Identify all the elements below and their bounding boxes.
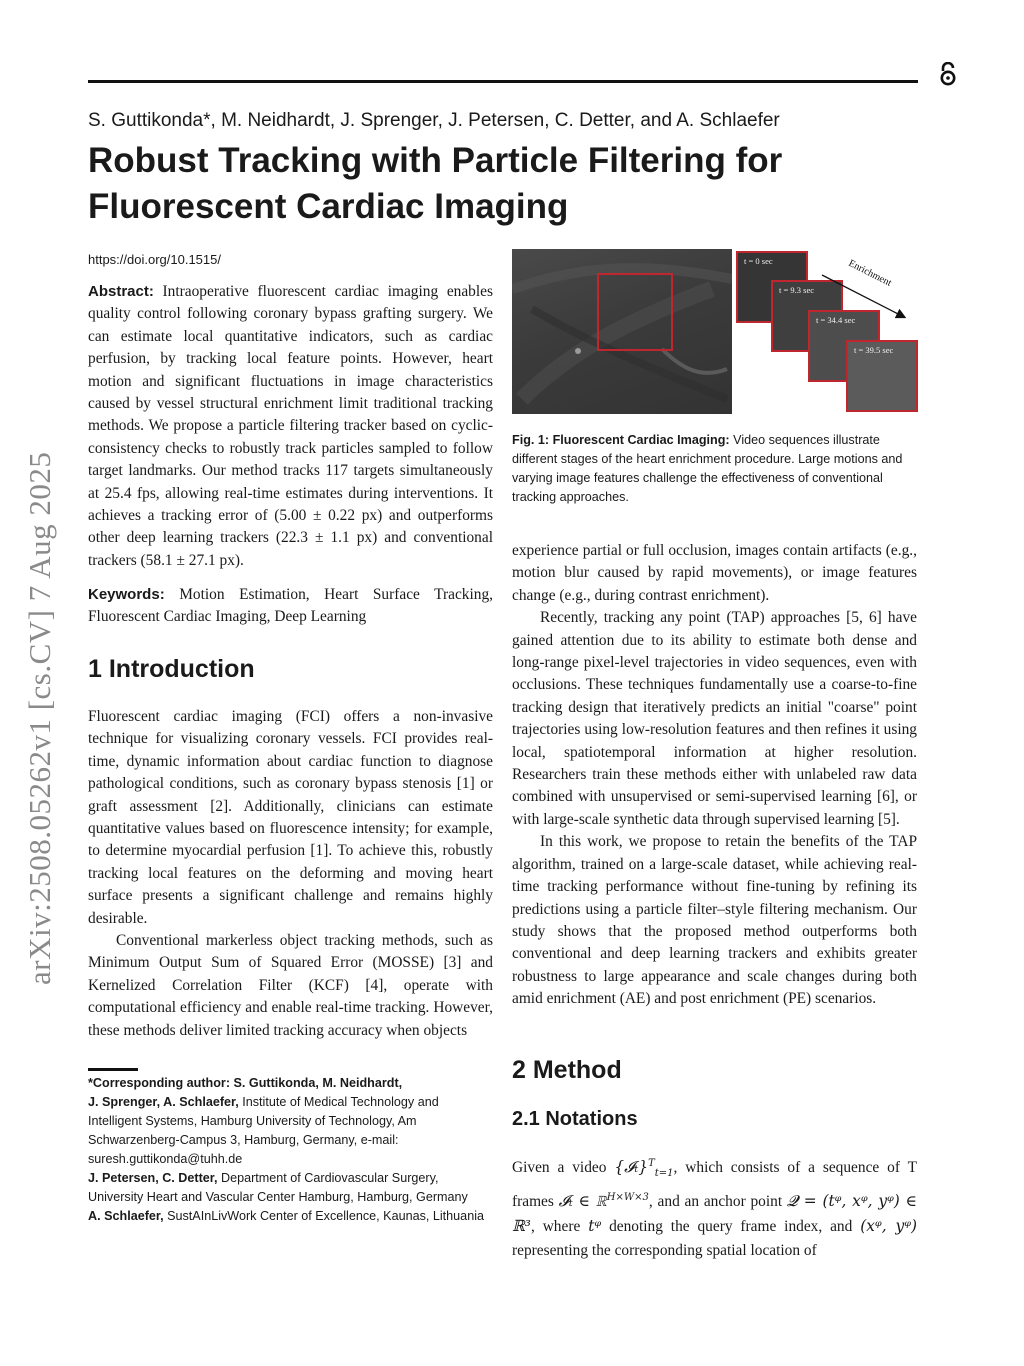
keywords-label: Keywords: bbox=[88, 586, 165, 603]
notation-text-6: representing the corresponding spatial location of bbox=[512, 1242, 817, 1260]
notations-body bbox=[512, 1152, 917, 1263]
anchor-point-symbol: 𝓠 = (tᵠ, xᵠ, yᵠ) ∈ ℝ³ bbox=[512, 1192, 918, 1236]
notation-text-5: denoting the query frame index, and bbox=[609, 1218, 853, 1236]
footnote-affiliation-2: Department of Cardiovascular Surgery, University Heart and Vascular Center Hamburg, Hamburg, Germany bbox=[88, 1171, 468, 1204]
frame-timestamp: t = 0 sec bbox=[744, 256, 773, 266]
right-paragraph-3: In this work, we propose to retain the benefits of the TAP algorithm, trained on a large-scale dataset, while achieving real-time tracking performance without fine-tuning by refining its predictions using a particle filter–style filtering mechanism. Our study shows that the proposed method outperforms both conventional and deep learning trackers and exhibits greater robustness to large appearance and scale changes during both amid enrichment (AE) and post enrichment (PE) scenarios. bbox=[512, 833, 917, 1008]
frame-symbol: 𝓘ₜ ∈ ℝ bbox=[558, 1192, 607, 1211]
region-of-interest-box bbox=[597, 273, 673, 351]
sequence-frame-4 bbox=[846, 340, 918, 412]
footnote bbox=[88, 1074, 493, 1226]
enrichment-label: Enrichment bbox=[846, 257, 894, 289]
subsection-heading-notations: 2.1 Notations bbox=[512, 1108, 638, 1130]
footnote-names-3: A. Schlaefer, bbox=[88, 1209, 164, 1223]
keywords bbox=[88, 584, 493, 629]
caption-text: Video sequences illustrate different stages of the heart enrichment procedure. Large motions and varying image features challenge the effectiveness of conventional tracking approaches. bbox=[512, 433, 903, 504]
footnote-affiliation-1: Institute of Medical Technology and Intelligent Systems, Hamburg University of Technology, Am Schwarzenberg-Campus 3, Hamburg, Germany, e-mail: suresh.guttikonda@tuhh.de bbox=[88, 1095, 439, 1166]
caption-label: Fig. 1: Fluorescent Cardiac Imaging: bbox=[512, 433, 730, 447]
video-set-sup: T bbox=[648, 1158, 655, 1169]
introduction-body bbox=[88, 706, 493, 1042]
intro-paragraph-1: Fluorescent cardiac imaging (FCI) offers a non-invasive technique for visualizing coronary vessels. FCI provides real-time, dynamic information about cardiac function to diagnose pathological conditions, such as coronary bypass stenosis [1] or graft assessment [2]. Additionally, clinicians can estimate quantitative values based on fluorescence intensity; for example, to determine myocardial perfusion [1]. To achieve this, robustly tracking local features on the deforming and moving heart surface presents a significant challenge and remains highly desirable. bbox=[88, 708, 493, 927]
section-heading-method: 2 Method bbox=[512, 1056, 622, 1084]
notation-text-2: , which consists of a sequence of T frames bbox=[512, 1159, 917, 1211]
notation-text-3: , and an anchor point bbox=[648, 1193, 783, 1211]
footnote-rule bbox=[88, 1068, 138, 1071]
frame-dimension: H×W×3 bbox=[606, 1192, 649, 1204]
frame-timestamp: t = 34.4 sec bbox=[816, 315, 856, 325]
figure-caption bbox=[512, 431, 917, 507]
right-paragraph-2: Recently, tracking any point (TAP) approaches [5, 6] have gained attention due to its ability to estimate both dense and long-range pixel-level trajectories in video sequences, even with occlusions. These techniques fundamentally use a coarse-to-fine tracking design that iteratively predicts an initial "coarse" point trajectories using low-resolution features and then refines it using local, spatiotemporal information at higher resolution. Researchers train these methods either with unlabeled raw data combined with unsupervised or semi-supervised learning [6], or with large-scale synthetic data through supervised learning [5]. bbox=[512, 609, 917, 828]
corresponding-author-label: *Corresponding author: S. Guttikonda, M. Neidhardt, bbox=[88, 1076, 403, 1090]
video-set-sub: t=1 bbox=[654, 1168, 674, 1180]
video-set-symbol: {𝓘ₜ} bbox=[614, 1158, 649, 1177]
intro-paragraph-2: Conventional markerless object tracking methods, such as Minimum Output Sum of Squared Error (MOSSE) [3] and Kernelized Correlation Filter (KCF) [4], operate with computational efficiency and enable real-time tracking. However, these methods deliver limited tracking accuracy when objects bbox=[88, 932, 493, 1039]
abstract-text: Intraoperative fluorescent cardiac imaging enables quality control following coronary bypass grafting surgery. We can estimate local quantitative indicators, such as cardiac perfusion, by tracking local feature points. However, heart motion and significant fluctuations in image characteristics caused by vessel structural enrichment limit traditional tracking methods. We propose a particle filtering tracker based on cyclic-consistency checks to robustly track particles sampled to follow target landmarks. Our method tracks 117 targets simultaneously at 25.4 fps, allowing real-time estimates during interventions. It achieves a tracking error of (5.00 ± 0.22 px) and outperforms other deep learning trackers (22.3 ± 1.1 px) and conventional trackers (58.1 ± 27.1 px). bbox=[88, 283, 493, 569]
spatial-location-symbol: (xᵠ, yᵠ) bbox=[860, 1217, 917, 1236]
header-rule bbox=[88, 80, 918, 83]
introduction-continued bbox=[512, 540, 917, 1011]
right-paragraph-1: experience partial or full occlusion, images contain artifacts (e.g., motion blur caused by rapid movements), or image features change (e.g., during contrast enrichment). bbox=[512, 542, 917, 604]
arxiv-identifier: arXiv:2508.05262v1 [cs.CV] 7 Aug 2025 bbox=[22, 451, 57, 985]
doi-link[interactable]: https://doi.org/10.1515/ bbox=[88, 252, 221, 267]
footnote-names-1: J. Sprenger, A. Schlaefer, bbox=[88, 1095, 239, 1109]
query-frame-symbol: tᵠ bbox=[588, 1217, 602, 1236]
notation-text-1: Given a video bbox=[512, 1159, 607, 1177]
footnote-affiliation-3: SustAInLivWork Center of Excellence, Kaunas, Lithuania bbox=[167, 1209, 484, 1223]
paper-title: Robust Tracking with Particle Filtering for Fluorescent Cardiac Imaging bbox=[88, 141, 783, 226]
abstract bbox=[88, 281, 493, 572]
keywords-text: Motion Estimation, Heart Surface Tracking, Fluorescent Cardiac Imaging, Deep Learning bbox=[88, 586, 493, 626]
frame-timestamp: t = 39.5 sec bbox=[854, 345, 894, 355]
author-list: S. Guttikonda*, M. Neidhardt, J. Sprenger, J. Petersen, C. Detter, and A. Schlaefer bbox=[88, 110, 780, 131]
open-access-icon[interactable] bbox=[937, 62, 959, 86]
notation-text-4: , where bbox=[530, 1218, 581, 1236]
frame-timestamp: t = 9.3 sec bbox=[779, 285, 815, 295]
footnote-names-2: J. Petersen, C. Detter, bbox=[88, 1171, 218, 1185]
abstract-label: Abstract: bbox=[88, 283, 154, 300]
section-heading-introduction: 1 Introduction bbox=[88, 655, 255, 683]
figure-main-frame bbox=[512, 249, 732, 414]
enrichment-arrow bbox=[818, 255, 918, 325]
